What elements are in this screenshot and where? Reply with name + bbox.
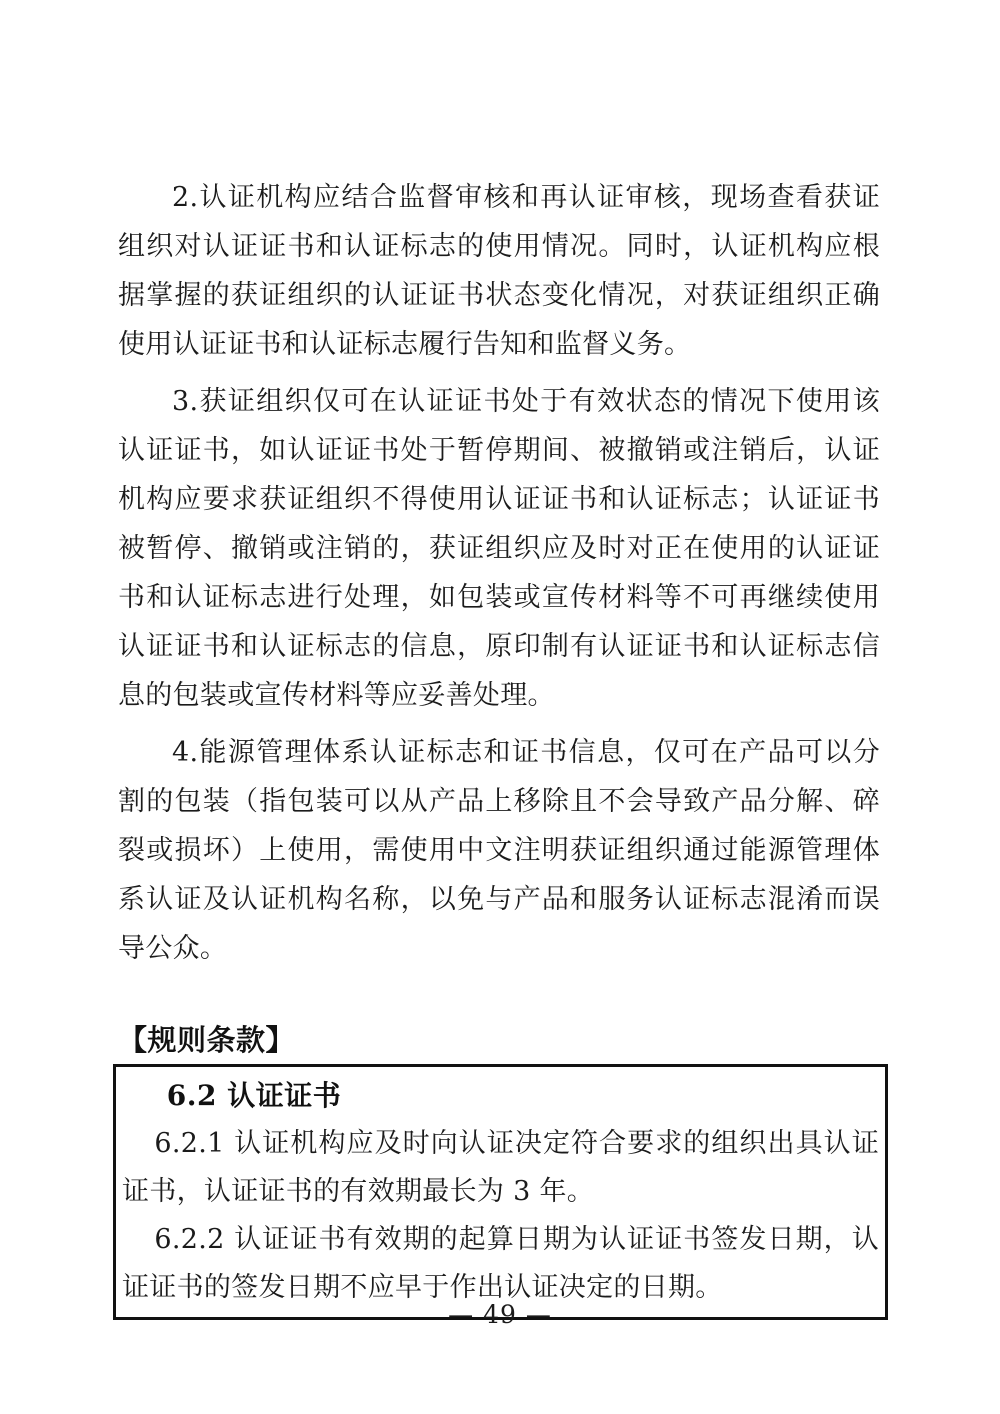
page-number: — 49 — bbox=[448, 1300, 552, 1329]
rules-box-clause-6-2-2: 6.2.2 认证证书有效期的起算日期为认证证书签发日期，认证证书的签发日期不应早于作出认证决定的日期。 bbox=[122, 1224, 879, 1303]
rules-box-title: 6.2 认证证书 bbox=[166, 1079, 342, 1112]
rules-section-heading: 【规则条款】 bbox=[118, 1023, 296, 1057]
page-content bbox=[118, 173, 880, 1320]
rules-box-clause-6-2-1: 6.2.1 认证机构应及时向认证决定符合要求的组织出具认证证书，认证证书的有效期最长为 3 年。 bbox=[122, 1128, 879, 1207]
paragraph-item-3: 3.获证组织仅可在认证证书处于有效状态的情况下使用该认证证书，如认证证书处于暂停期间、被撤销或注销后，认证机构应要求获证组织不得使用认证证书和认证标志；认证证书被暂停、撤销或注销的，获证组织应及时对正在使用的认证证书和认证标志进行处理，如包装或宣传材料等不可再继续使用认证证书和认证标志的信息，原印制有认证证书和认证标志信息的包装或宣传材料等应妥善处理。 bbox=[118, 386, 880, 711]
paragraph-item-2: 2.认证机构应结合监督审核和再认证审核，现场查看获证组织对认证证书和认证标志的使用情况。同时，认证机构应根据掌握的获证组织的认证证书状态变化情况，对获证组织正确使用认证证书和认证标志履行告知和监督义务。 bbox=[118, 182, 880, 360]
rules-box bbox=[113, 1064, 888, 1320]
paragraph-item-4: 4.能源管理体系认证标志和证书信息，仅可在产品可以分割的包装（指包装可以从产品上移除且不会导致产品分解、碎裂或损坏）上使用，需使用中文注明获证组织通过能源管理体系认证及认证机构名称，以免与产品和服务认证标志混淆而误导公众。 bbox=[118, 737, 880, 964]
